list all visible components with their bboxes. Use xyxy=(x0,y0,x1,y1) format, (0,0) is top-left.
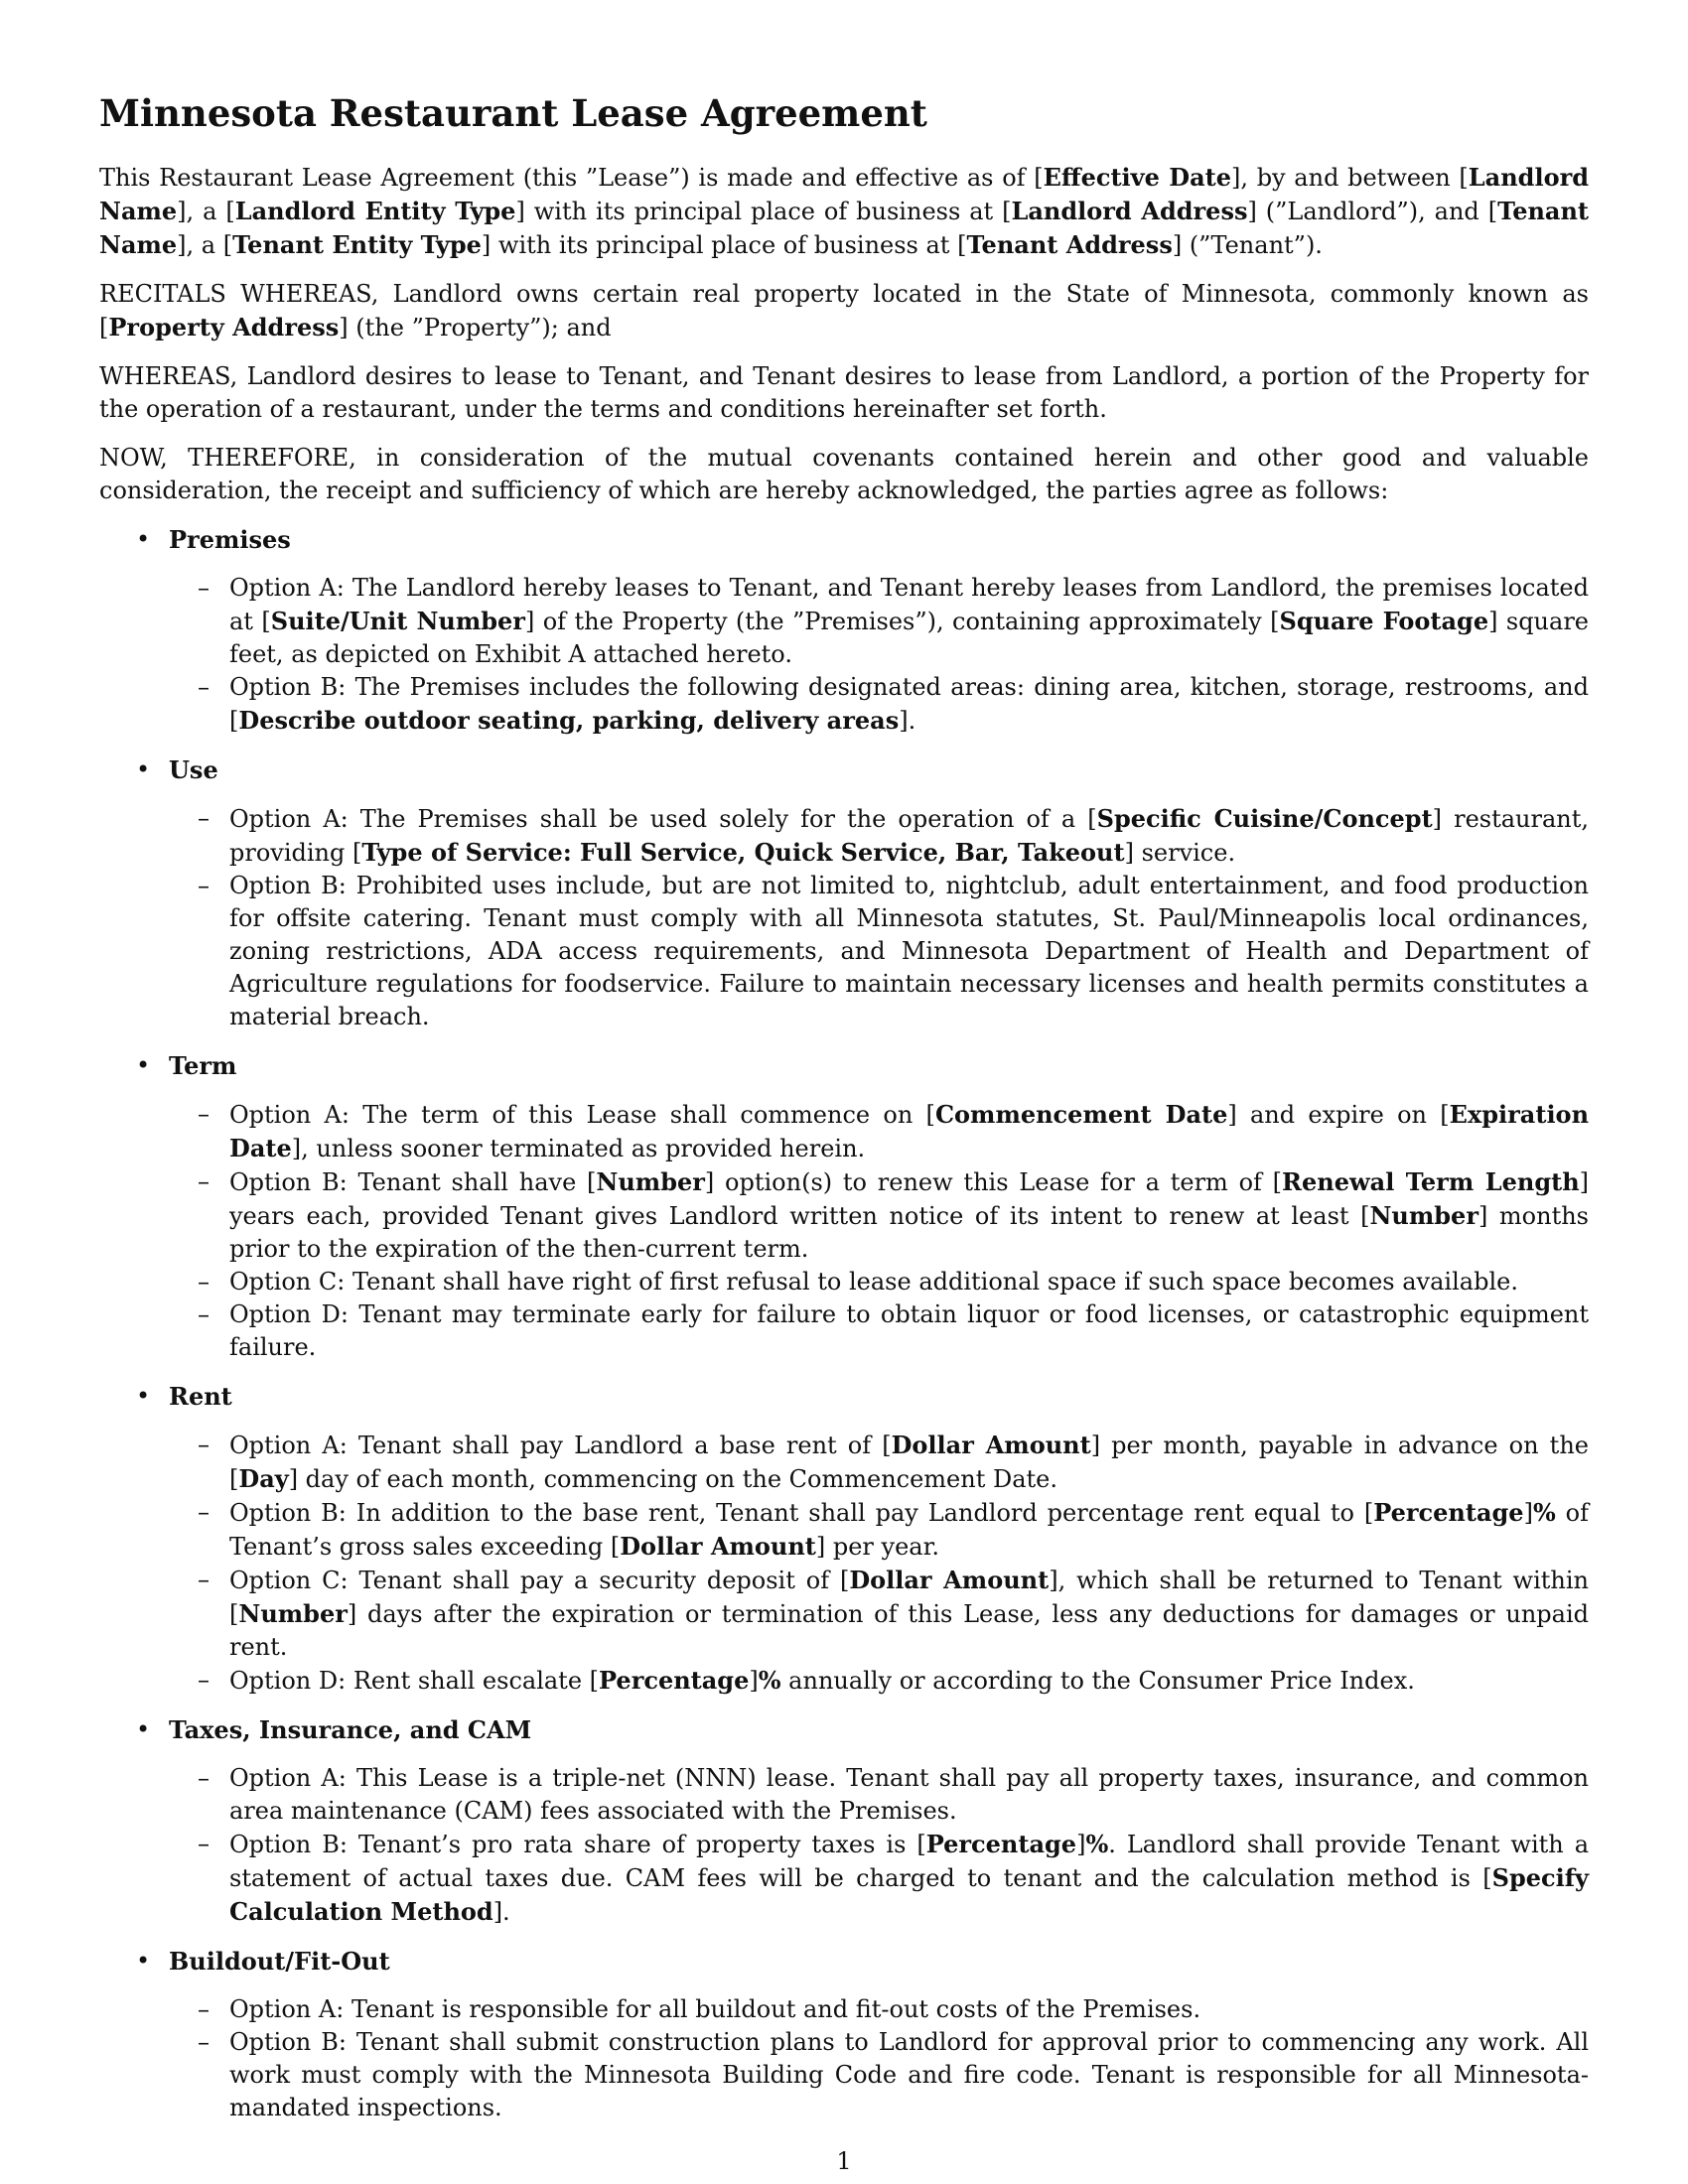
now-therefore-paragraph xyxy=(99,442,1589,507)
placeholder-field: Expiration Date xyxy=(229,1100,1590,1162)
text-run: ] years each, provided Tenant gives Landlord written notice of its intent to renew at least [ xyxy=(229,1168,1590,1230)
bullet-icon: • xyxy=(136,1947,151,1975)
section-option xyxy=(169,572,1589,671)
dash-icon: – xyxy=(198,872,210,899)
text-run: ] square feet, as depicted on Exhibit A attached hereto. xyxy=(229,608,1589,668)
placeholder-field: Landlord Address xyxy=(1011,197,1248,225)
text-run: ]. xyxy=(899,707,916,735)
section-heading: Term xyxy=(169,1051,237,1080)
dash-icon: – xyxy=(198,1100,210,1128)
text-run: Option A: The Landlord hereby leases to Tenant, and Tenant hereby leases from Landlord, the premises located at [ xyxy=(229,574,1589,635)
section-option xyxy=(169,1165,1589,1266)
section-option xyxy=(169,2026,1589,2124)
text-run: Option B: Tenant’s pro rata share of property taxes is [ xyxy=(229,1831,926,1858)
text-run: ] months prior to the expiration of the then-current term. xyxy=(229,1202,1589,1263)
placeholder-field: Square Footage xyxy=(1279,607,1489,635)
placeholder-field: Tenant Address xyxy=(966,230,1173,259)
dash-icon: – xyxy=(198,1300,210,1328)
text-run: ] xyxy=(749,1667,759,1695)
text-run: Option C: Tenant shall pay a security deposit of [ xyxy=(229,1567,850,1594)
text-run: ], a [ xyxy=(177,198,235,225)
placeholder-field: Percentage xyxy=(1373,1498,1524,1527)
placeholder-field: Dollar Amount xyxy=(849,1566,1050,1594)
placeholder-field: Landlord Entity Type xyxy=(234,197,516,225)
placeholder-field: Describe outdoor seating, parking, delivery areas xyxy=(238,706,900,735)
dash-icon: – xyxy=(198,1666,210,1694)
text-run: Option A: This Lease is a triple-net (NNN) lease. Tenant shall pay all property taxes, insurance, and common area maintenance (CAM) fees associated with the Premises. xyxy=(229,1764,1589,1825)
lease-section xyxy=(99,753,1589,1033)
dash-icon: – xyxy=(198,1498,210,1526)
text-run: ] xyxy=(1523,1499,1533,1527)
lease-sections-list xyxy=(99,523,1589,2124)
lease-section xyxy=(99,1945,1589,2124)
lease-section xyxy=(99,1713,1589,1929)
text-run: ]. xyxy=(492,1898,510,1926)
text-run: ] per year. xyxy=(815,1533,940,1561)
text-run: ] per month, payable in advance on the [ xyxy=(229,1432,1589,1493)
dash-icon: – xyxy=(198,1431,210,1458)
placeholder-field: Suite/Unit Number xyxy=(270,607,525,635)
text-run: ] restaurant, providing [ xyxy=(229,805,1590,867)
document-page xyxy=(99,91,1589,2140)
placeholder-field: Commencement Date xyxy=(934,1100,1228,1129)
text-run: ] option(s) to renew this Lease for a term of [ xyxy=(704,1168,1283,1196)
dash-icon: – xyxy=(198,1995,210,2023)
placeholder-field: Specify Calculation Method xyxy=(229,1863,1589,1926)
text-run: ] (the ”Property”); and xyxy=(339,314,612,341)
placeholder-field: Property Address xyxy=(108,313,340,341)
text-run: ] service. xyxy=(1124,839,1236,867)
text-run: Option B: Tenant shall submit construction plans to Landlord for approval prior to commencing any work. All work must comply with the Minnesota Building Code and fire code. Tenant is responsible for all Minnesota-mandated inspections. xyxy=(229,2028,1589,2121)
text-run: ] and expire on [ xyxy=(1227,1101,1450,1129)
bullet-icon: • xyxy=(136,755,151,783)
section-heading: Premises xyxy=(169,525,291,554)
placeholder-field: Landlord Name xyxy=(99,163,1590,225)
dash-icon: – xyxy=(198,804,210,832)
dash-icon: – xyxy=(198,1830,210,1857)
section-heading: Rent xyxy=(169,1382,232,1411)
placeholder-field: % xyxy=(1532,1498,1556,1527)
text-run: Option B: In addition to the base rent, Tenant shall pay Landlord percentage rent equal to [ xyxy=(229,1499,1374,1527)
lease-section xyxy=(99,1049,1589,1364)
placeholder-field: Tenant Name xyxy=(99,197,1590,259)
section-option xyxy=(169,1993,1589,2026)
placeholder-field: Renewal Term Length xyxy=(1282,1167,1580,1196)
text-run: ] with its principal place of business at [ xyxy=(481,231,967,259)
text-run: Option B: Prohibited uses include, but are not limited to, nightclub, adult entertainment, and food production for offsite catering. Tenant must comply with all Minnesota statutes, St. Paul/Minneapolis local ordinances, zoning restrictions, ADA access requirements, and Minnesota Department of Health and Department of Agriculture regulations for foodservice. Failure to maintain necessary licenses and health permits constitutes a material breach. xyxy=(229,872,1589,1030)
recitals-paragraph xyxy=(99,278,1589,344)
dash-icon: – xyxy=(198,574,210,602)
text-run: ] days after the expiration or termination of this Lease, less any deductions for damages or unpaid rent. xyxy=(229,1600,1589,1661)
text-run: This Restaurant Lease Agreement (this ”Lease”) is made and effective as of [ xyxy=(99,164,1044,192)
text-run: ] day of each month, commencing on the Commencement Date. xyxy=(288,1465,1058,1493)
section-option xyxy=(169,1564,1589,1664)
bullet-icon: • xyxy=(136,1715,151,1743)
placeholder-field: Type of Service: Full Service, Quick Service, Bar, Takeout xyxy=(361,838,1125,867)
text-run: Option C: Tenant shall have right of first refusal to lease additional space if such space becomes available. xyxy=(229,1268,1518,1296)
dash-icon: – xyxy=(198,1268,210,1296)
placeholder-field: % xyxy=(758,1666,781,1695)
text-run: ] of the Property (the ”Premises”), containing approximately [ xyxy=(524,608,1280,635)
placeholder-field: % xyxy=(1085,1830,1109,1858)
text-run: ], which shall be returned to Tenant within [ xyxy=(229,1567,1589,1628)
text-run: ], a [ xyxy=(177,231,233,259)
text-run: annually or according to the Consumer Price Index. xyxy=(780,1667,1415,1695)
lease-section xyxy=(99,1380,1589,1698)
text-run: ], unless sooner terminated as provided herein. xyxy=(291,1135,866,1162)
placeholder-field: Effective Date xyxy=(1043,163,1232,192)
lease-section xyxy=(99,523,1589,738)
placeholder-field: Day xyxy=(238,1464,289,1493)
intro-paragraph xyxy=(99,161,1589,262)
text-run: ], by and between [ xyxy=(1231,164,1469,192)
section-heading: Use xyxy=(169,755,218,784)
dash-icon: – xyxy=(198,1764,210,1792)
bullet-icon: • xyxy=(136,1051,151,1079)
text-run: Option A: Tenant shall pay Landlord a base rent of [ xyxy=(229,1432,892,1459)
document-title: Minnesota Restaurant Lease Agreement xyxy=(99,91,927,135)
placeholder-field: Percentage xyxy=(925,1830,1077,1858)
text-run: Option A: Tenant is responsible for all buildout and fit-out costs of the Premises. xyxy=(229,1995,1201,2023)
section-option xyxy=(169,671,1589,738)
placeholder-field: Number xyxy=(238,1599,348,1628)
section-option xyxy=(169,1496,1589,1564)
whereas-paragraph xyxy=(99,360,1589,426)
text-run: of Tenant’s gross sales exceeding [ xyxy=(229,1499,1589,1561)
text-run: WHEREAS, Landlord desires to lease to Tenant, and Tenant desires to lease from Landlord, a portion of the Property for the operation of a restaurant, under the terms and conditions hereinafter set forth. xyxy=(99,362,1589,423)
dash-icon: – xyxy=(198,2028,210,2056)
placeholder-field: Percentage xyxy=(599,1666,750,1695)
section-option xyxy=(169,1762,1589,1828)
text-run: Option D: Rent shall escalate [ xyxy=(229,1667,600,1695)
placeholder-field: Dollar Amount xyxy=(620,1532,816,1561)
section-option xyxy=(169,1098,1589,1165)
section-options-list xyxy=(169,1429,1589,1698)
section-option xyxy=(169,1298,1589,1364)
dash-icon: – xyxy=(198,1566,210,1593)
placeholder-field: Specific Cuisine/Concept xyxy=(1096,804,1433,833)
section-options-list xyxy=(169,802,1589,1033)
placeholder-field: Number xyxy=(596,1167,705,1196)
text-run: ] (”Landlord”), and [ xyxy=(1247,198,1498,225)
placeholder-field: Dollar Amount xyxy=(891,1431,1091,1459)
dash-icon: – xyxy=(198,673,210,701)
section-option xyxy=(169,1429,1589,1496)
section-option xyxy=(169,1664,1589,1698)
bullet-icon: • xyxy=(136,525,151,553)
section-options-list xyxy=(169,1098,1589,1364)
section-heading: Taxes, Insurance, and CAM xyxy=(169,1715,532,1744)
section-options-list xyxy=(169,1993,1589,2124)
dash-icon: – xyxy=(198,1167,210,1195)
text-run: ] with its principal place of business at [ xyxy=(515,198,1012,225)
page-number: 1 xyxy=(836,2147,852,2175)
placeholder-field: Tenant Entity Type xyxy=(232,230,482,259)
text-run: Option B: Tenant shall have [ xyxy=(229,1168,597,1196)
text-run: . Landlord shall provide Tenant with a statement of actual taxes due. CAM fees will be charged to tenant and the calculation method is [ xyxy=(229,1831,1590,1892)
text-run: NOW, THEREFORE, in consideration of the mutual covenants contained herein and other good and valuable consideration, the receipt and sufficiency of which are hereby acknowledged, the parties agree as follows: xyxy=(99,444,1589,504)
placeholder-field: Number xyxy=(1369,1201,1478,1230)
section-options-list xyxy=(169,1762,1589,1929)
text-run: Option B: The Premises includes the following designated areas: dining area, kitchen, storage, restrooms, and [ xyxy=(229,673,1589,735)
section-option xyxy=(169,870,1589,1033)
section-option xyxy=(169,802,1589,870)
section-option xyxy=(169,1266,1589,1298)
text-run: ] (”Tenant”). xyxy=(1172,231,1323,259)
text-run: Option A: The Premises shall be used solely for the operation of a [ xyxy=(229,805,1097,833)
section-heading: Buildout/Fit-Out xyxy=(169,1947,390,1976)
bullet-icon: • xyxy=(136,1382,151,1410)
text-run: Option D: Tenant may terminate early for failure to obtain liquor or food licenses, or catastrophic equipment failure. xyxy=(229,1300,1589,1361)
text-run: Option A: The term of this Lease shall commence on [ xyxy=(229,1101,935,1129)
section-option xyxy=(169,1828,1589,1929)
section-options-list xyxy=(169,572,1589,738)
text-run: ] xyxy=(1076,1831,1086,1858)
text-run: RECITALS WHEREAS, Landlord owns certain real property located in the State of Minnesota, commonly known as [ xyxy=(99,280,1589,341)
